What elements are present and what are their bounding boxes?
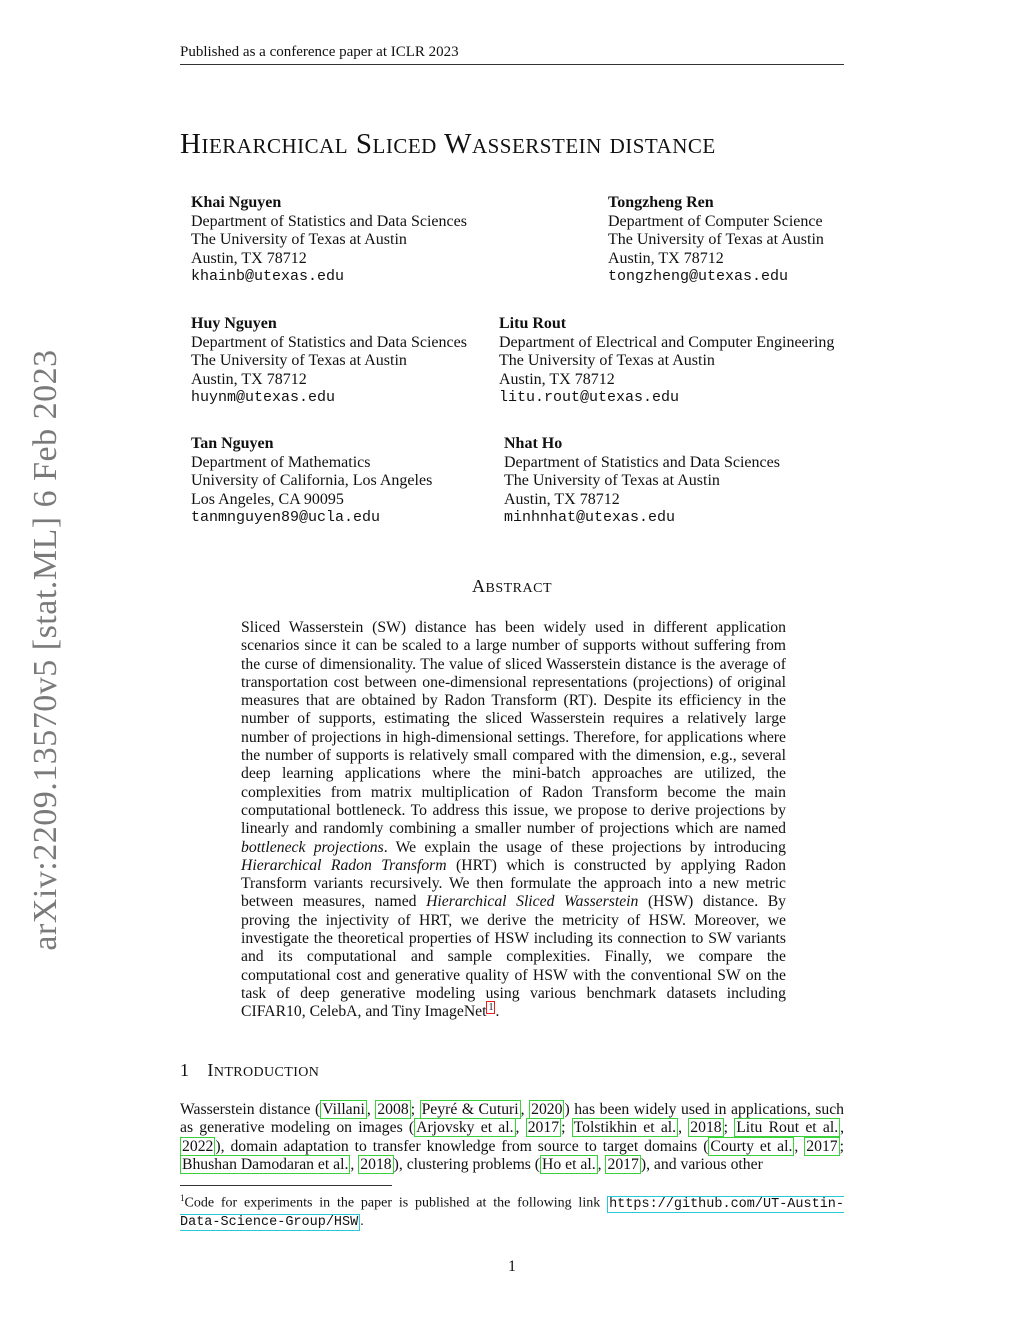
citation-sep: ; <box>723 1119 735 1137</box>
citation-sep: , <box>350 1155 359 1173</box>
author-name: Tan Nguyen <box>191 435 274 452</box>
running-header: Published as a conference paper at ICLR 2023 <box>180 44 459 60</box>
citation-link[interactable]: 2017 <box>607 1155 639 1173</box>
author-dept: Department of Mathematics <box>191 453 371 471</box>
section-heading-rest: NTRODUCTION <box>213 1065 320 1080</box>
title-cap-1: H <box>180 128 202 160</box>
section-heading-cap: I <box>207 1060 214 1080</box>
intro-text: ) has been widely used in applications, such as generative modeling on images ( <box>180 1101 845 1137</box>
abstract-italic-3: Hierarchical Sliced Wasserstein <box>426 893 639 911</box>
citation-link[interactable]: 2018 <box>690 1119 722 1137</box>
footnote-text: Code for experiments in the paper is published at the following link <box>184 1195 601 1211</box>
author-email[interactable]: minhnhat@utexas.edu <box>504 509 676 526</box>
author-name: Khai Nguyen <box>191 194 282 211</box>
author-block <box>191 194 467 287</box>
intro-text: ), clustering problems ( <box>393 1155 541 1173</box>
author-address: Austin, TX 78712 <box>191 249 307 267</box>
abstract-text <box>241 619 786 1022</box>
abstract-heading <box>0 576 1024 597</box>
citation-sep: , <box>840 1119 845 1137</box>
abstract-text-4: (HSW) distance. By proving the injectivity of HRT, we derive the metricity of HSW. Moreover, we investigate the theoretical properties of HSW including its connection to SW variants and its computational and sample complexities. Finally, we compare the computational cost and generative quality of HSW with the conventional SW on the task of deep generative modeling using various benchmark datasets including CIFAR10, CelebA, and Tiny ImageNet <box>241 893 787 1021</box>
author-email[interactable]: huynm@utexas.edu <box>191 389 336 406</box>
abstract-heading-rest: BSTRACT <box>485 581 552 596</box>
author-dept: Department of Statistics and Data Sciences <box>191 333 467 351</box>
author-email[interactable]: tanmnguyen89@ucla.edu <box>191 509 381 526</box>
citation-link[interactable]: 2020 <box>531 1101 563 1118</box>
title-rest-2: LICED <box>372 134 437 158</box>
author-email[interactable]: tongzheng@utexas.edu <box>608 268 789 285</box>
author-affil: The University of Texas at Austin <box>191 231 407 248</box>
footnote-link[interactable]: 1 <box>488 1002 494 1014</box>
title-rest-3: ASSERSTEIN <box>471 134 602 158</box>
author-email[interactable]: khainb@utexas.edu <box>191 268 345 285</box>
abstract-text-end: . <box>495 1003 500 1021</box>
citation-sep: ; <box>410 1101 420 1118</box>
intro-text: Wasserstein distance ( <box>180 1101 321 1118</box>
author-address: Austin, TX 78712 <box>499 370 615 388</box>
citation-link[interactable]: Peyré & Cuturi <box>421 1101 519 1118</box>
abstract-text-2: . We explain the usage of these projections by introducing <box>383 838 786 856</box>
citation-link[interactable]: Litu Rout et al. <box>736 1119 839 1137</box>
author-address: Austin, TX 78712 <box>608 249 724 267</box>
citation-link[interactable]: 2008 <box>377 1101 409 1118</box>
abstract-text-1: Sliced Wasserstein (SW) distance has been widely used in different application scenarios since it can be scaled to a large number of supports without suffering from the curse of dimensionality. The value of sliced Wasserstein distance is the average of transportation cost between one-dimensional representations (projections) of original measures that are obtained by Radon Transform (RT). Despite its efficiency in the number of supports, estimating the sliced Wasserstein requires a relatively large number of projections in high-dimensional settings. Therefore, for applications where the number of supports is relatively small compared with the dimension, e.g., several deep learning applications where the mini-batch approaches are utilized, the complexities from matrix multiplication of Radon Transform become the main computational bottleneck. To address this issue, we propose to derive projections by linearly and randomly combining a smaller number of projections which are named <box>241 619 786 838</box>
title-cap-2: S <box>355 128 373 160</box>
author-block <box>608 194 824 287</box>
footnote-rule <box>180 1185 392 1186</box>
section-heading <box>180 1060 319 1081</box>
title-rest-1: IERARCHICAL <box>201 134 349 158</box>
intro-paragraph <box>180 1101 844 1174</box>
arxiv-stamp: arXiv:2209.13570v5 [stat.ML] 6 Feb 2023 <box>27 349 64 951</box>
author-block <box>499 315 834 408</box>
author-name: Litu Rout <box>499 315 567 332</box>
citation-link[interactable]: Arjovsky et al. <box>416 1119 514 1137</box>
citation-link[interactable]: 2022 <box>182 1137 214 1155</box>
page-number: 1 <box>508 1258 516 1275</box>
abstract-italic-2: Hierarchical Radon Transform <box>241 856 447 874</box>
paper-title <box>180 128 716 161</box>
author-address: Austin, TX 78712 <box>191 370 307 388</box>
citation-sep: , <box>515 1119 526 1137</box>
title-word-4: DISTANCE <box>609 134 716 158</box>
section-number: 1 <box>180 1060 190 1080</box>
citation-link[interactable]: Courty et al. <box>710 1137 793 1155</box>
author-address: Austin, TX 78712 <box>504 490 620 508</box>
citation-link[interactable]: 2017 <box>527 1119 560 1137</box>
github-link[interactable]: https://github.com/UT-Austin-Data-Science-Group/HSW <box>180 1196 845 1230</box>
citation-link[interactable]: 2017 <box>806 1137 838 1155</box>
author-address: Los Angeles, CA 90095 <box>191 490 344 508</box>
author-email[interactable]: litu.rout@utexas.edu <box>499 389 680 406</box>
citation-sep: , <box>597 1155 606 1173</box>
footnote-number: 1 <box>180 1193 185 1203</box>
citation-sep: , <box>366 1101 376 1118</box>
author-dept: Department of Computer Science <box>608 212 823 230</box>
citation-sep: , <box>794 1137 805 1155</box>
author-name: Nhat Ho <box>504 435 563 452</box>
citation-link[interactable]: Villani <box>322 1101 365 1118</box>
intro-text: ), and various other <box>640 1155 763 1173</box>
author-name: Tongzheng Ren <box>608 194 714 211</box>
citation-link[interactable]: Tolstikhin et al. <box>573 1119 677 1137</box>
footnote <box>180 1190 844 1231</box>
citation-sep: ; <box>561 1119 572 1137</box>
abstract-heading-cap: A <box>471 576 486 596</box>
author-affil: The University of Texas at Austin <box>504 472 720 489</box>
author-affil: The University of Texas at Austin <box>499 352 715 369</box>
intro-text: ), domain adaptation to transfer knowledge from source to target domains ( <box>215 1137 709 1155</box>
abstract-text-3: (HRT) which is constructed by applying Radon Transform variants recursively. We then formulate the approach into a new metric between measures, named <box>241 856 786 911</box>
author-dept: Department of Statistics and Data Sciences <box>504 453 780 471</box>
author-dept: Department of Statistics and Data Sciences <box>191 212 467 230</box>
author-dept: Department of Electrical and Computer Engineering <box>499 333 835 351</box>
citation-sep: , <box>678 1119 689 1137</box>
citation-link[interactable]: 2018 <box>360 1155 392 1173</box>
abstract-italic-1: bottleneck projections <box>241 838 384 856</box>
author-affil: University of California, Los Angeles <box>191 472 433 489</box>
footnote-end: . <box>360 1213 364 1229</box>
author-affil: The University of Texas at Austin <box>191 352 407 369</box>
citation-link[interactable]: Bhushan Damodaran et al. <box>182 1155 349 1173</box>
author-name: Huy Nguyen <box>191 315 277 332</box>
author-block <box>191 435 432 528</box>
citation-sep: , <box>520 1101 530 1118</box>
header-rule <box>180 64 844 65</box>
author-block <box>191 315 467 408</box>
citation-link[interactable]: Ho et al. <box>542 1155 596 1173</box>
author-block <box>504 435 780 528</box>
title-cap-3: W <box>444 128 472 160</box>
author-affil: The University of Texas at Austin <box>608 231 824 248</box>
citation-sep: ; <box>839 1137 844 1155</box>
